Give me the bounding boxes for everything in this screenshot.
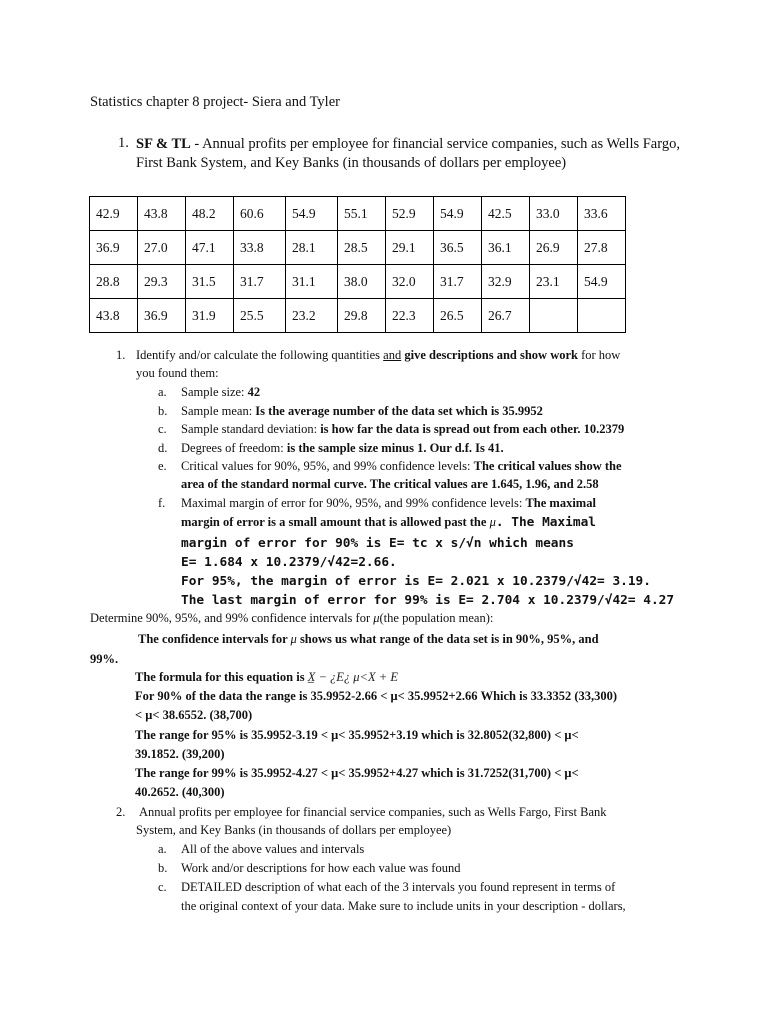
table-cell: 54.9 (286, 197, 338, 231)
question-2-number: 2. (116, 805, 126, 819)
mu-symbol: μ (489, 515, 496, 529)
part1-intro-and: and (383, 348, 402, 362)
table-row (90, 231, 626, 265)
table-cell: 31.7 (434, 265, 482, 299)
formula-line (135, 668, 398, 686)
item-e-value: The critical values show the (473, 459, 622, 473)
table-cell: 29.8 (338, 299, 386, 333)
part1-intro (136, 346, 620, 364)
table-cell: 28.5 (338, 231, 386, 265)
question-1-text (136, 135, 696, 173)
item-d-value: is the sample size minus 1. Our d.f. Is 41. (286, 441, 504, 455)
item-e-label: Critical values for 90%, 95%, and 99% confidence levels: (181, 459, 474, 473)
item-c (181, 420, 624, 438)
table-cell: 31.1 (286, 265, 338, 299)
table-cell: 22.3 (386, 299, 434, 333)
table-cell: 31.9 (186, 299, 234, 333)
ci-description-a: The confidence intervals for (138, 632, 291, 646)
table-cell: 55.1 (338, 197, 386, 231)
determine-line-text: Determine 90%, 95%, and 99% confidence intervals for (90, 611, 374, 625)
table-cell: 36.5 (434, 231, 482, 265)
table-cell: 23.1 (530, 265, 578, 299)
table-cell: 38.0 (338, 265, 386, 299)
determine-line (90, 609, 493, 627)
table-cell: 52.9 (386, 197, 434, 231)
table-cell: 48.2 (186, 197, 234, 231)
item-b (181, 402, 543, 420)
item-c-letter: c. (158, 422, 167, 436)
table-cell: 36.9 (90, 231, 138, 265)
table-cell: 36.1 (482, 231, 530, 265)
table-row (90, 265, 626, 299)
determine-line-end: (the population mean): (379, 611, 494, 625)
table-cell: 32.0 (386, 265, 434, 299)
item-a (181, 383, 260, 401)
item-f-label: Maximal margin of error for 90%, 95%, and 99% confidence levels: (181, 496, 526, 510)
range-99-line1: The range for 99% is 35.9952-4.27 < μ< 35.9952+4.27 which is 31.7252(31,700) < μ< (135, 766, 579, 780)
question-2-line2: System, and Key Banks (in thousands of dollars per employee) (136, 823, 452, 837)
table-cell: 42.9 (90, 197, 138, 231)
table-cell: 33.8 (234, 231, 286, 265)
item-f-value: The maximal (525, 496, 596, 510)
table-cell: 54.9 (434, 197, 482, 231)
ci-description-c: 99%. (90, 652, 119, 666)
item-c-value: is how far the data is spread out from each other. 10.2379 (320, 422, 625, 436)
document-title: Statistics chapter 8 project- Siera and Tyler (90, 94, 340, 110)
range-90-line2: < μ< 38.6552. (38,700) (135, 708, 253, 722)
item-d-letter: d. (158, 441, 168, 455)
q2-item-c-letter: c. (158, 880, 167, 894)
question-1-lead: SF & TL (136, 136, 191, 152)
table-row (90, 197, 626, 231)
table-cell: 28.1 (286, 231, 338, 265)
range-95-line2: 39.1852. (39,200) (135, 747, 225, 761)
mu-symbol: μ (290, 632, 297, 646)
table-cell: 31.5 (186, 265, 234, 299)
part1-intro-line2: you found them: (136, 366, 219, 380)
mu-symbol: μ (373, 611, 380, 625)
q2-item-b: Work and/or descriptions for how each value was found (181, 861, 461, 875)
item-b-label: Sample mean: (181, 404, 256, 418)
item-a-letter: a. (158, 385, 167, 399)
range-99-line2: 40.2652. (40,300) (135, 785, 225, 799)
item-e (181, 457, 622, 475)
q2-item-c-line1: DETAILED description of what each of the 3 intervals you found represent in terms of (181, 880, 616, 894)
q2-item-a: All of the above values and intervals (181, 842, 365, 856)
table-cell: 29.1 (386, 231, 434, 265)
item-f-mono-2: margin of error for 90% is E= tc x s/√n which means (181, 536, 574, 551)
item-f-mono-5: The last margin of error for 99% is E= 2.704 x 10.2379/√42= 4.27 (181, 593, 675, 608)
table-cell (530, 299, 578, 333)
table-cell: 27.8 (578, 231, 626, 265)
item-d (181, 439, 504, 457)
table-cell: 28.8 (90, 265, 138, 299)
table-cell: 23.2 (286, 299, 338, 333)
table-cell: 32.9 (482, 265, 530, 299)
table-cell: 33.0 (530, 197, 578, 231)
part1-number: 1. (116, 348, 126, 362)
q2-item-b-letter: b. (158, 861, 168, 875)
table-cell: 43.8 (138, 197, 186, 231)
part1-intro-b: for how (577, 348, 621, 362)
table-cell: 26.5 (434, 299, 482, 333)
table-cell: 25.5 (234, 299, 286, 333)
item-a-value: 42 (247, 385, 261, 399)
table-cell: 26.7 (482, 299, 530, 333)
formula: X̲ − ¿E¿ μ<X + E (307, 670, 398, 684)
ci-description-b: shows us what range of the data set is in 90%, 95%, and (296, 632, 599, 646)
table-cell: 33.6 (578, 197, 626, 231)
formula-label: The formula for this equation is (135, 670, 308, 684)
question-2-line1: Annual profits per employee for financial service companies, such as Wells Fargo, First Bank (139, 805, 607, 819)
range-90-line1: For 90% of the data the range is 35.9952-2.66 < μ< 35.9952+2.66 Which is 33.3352 (33,300) (135, 689, 618, 703)
table-cell: 60.6 (234, 197, 286, 231)
range-95-line1: The range for 95% is 35.9952-3.19 < μ< 35.9952+3.19 which is 32.8052(32,800) < μ< (135, 728, 579, 742)
item-c-label: Sample standard deviation: (181, 422, 321, 436)
item-d-label: Degrees of freedom: (181, 441, 287, 455)
table-cell: 43.8 (90, 299, 138, 333)
table-cell: 27.0 (138, 231, 186, 265)
item-f-mono-1: . The Maximal (495, 515, 597, 530)
item-f-value-line2: margin of error is a small amount that is allowed past the (181, 515, 490, 529)
ci-description (138, 630, 599, 648)
question-1-description: - Annual profits per employee for financial service companies, such as Wells Fargo, First Bank System, and Key Banks (in thousands of dollars per employee) (136, 136, 680, 171)
item-b-value: Is the average number of the data set which is 35.9952 (255, 404, 543, 418)
item-f-letter: f. (158, 496, 166, 510)
table-cell: 42.5 (482, 197, 530, 231)
table-cell: 31.7 (234, 265, 286, 299)
item-f-mono-4: For 95%, the margin of error is E= 2.021 x 10.2379/√42= 3.19. (181, 574, 651, 589)
table-cell: 54.9 (578, 265, 626, 299)
item-f-mono-3: E= 1.684 x 10.2379/√42=2.66. (181, 555, 397, 570)
q2-item-c-line2: the original context of your data. Make sure to include units in your description - dollars, (181, 899, 626, 913)
table-cell: 26.9 (530, 231, 578, 265)
table-cell: 47.1 (186, 231, 234, 265)
table-row (90, 299, 626, 333)
q2-item-a-letter: a. (158, 842, 167, 856)
data-table (89, 196, 626, 333)
table-cell: 29.3 (138, 265, 186, 299)
table-cell (578, 299, 626, 333)
item-e-value-line2: area of the standard normal curve. The critical values are 1.645, 1.96, and 2.58 (181, 477, 599, 491)
question-1-number: 1. (118, 135, 129, 151)
item-f-line2 (181, 513, 596, 532)
part1-intro-a: Identify and/or calculate the following quantities (136, 348, 384, 362)
item-a-label: Sample size: (181, 385, 248, 399)
item-e-letter: e. (158, 459, 167, 473)
item-f (181, 494, 596, 512)
part1-intro-bold: give descriptions and show work (401, 348, 578, 362)
table-cell: 36.9 (138, 299, 186, 333)
item-b-letter: b. (158, 404, 168, 418)
